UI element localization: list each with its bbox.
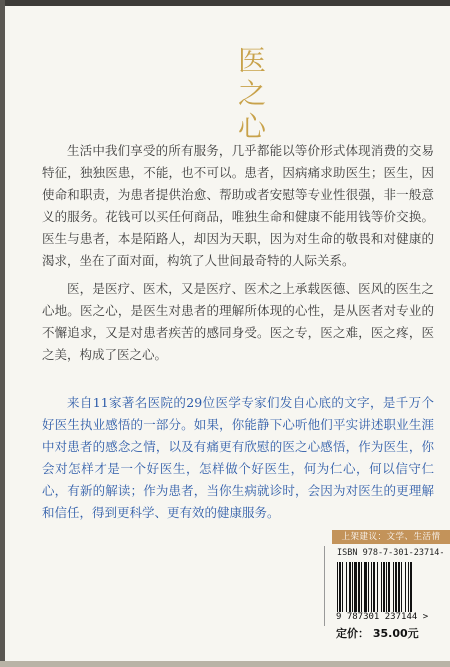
body-paragraph: 医，是医疗、医术，又是医疗、医术之上承载医德、医风的医生之心地。医之心，是医生对患者的理解所体现的心性，是从医者对专业的不懈追求，又是对患者疾苦的感同身受。医之专，医之难，医之疼，医之美，构成了医之心。 [42,281,434,362]
body-text [42,140,434,372]
blurb-paragraph: 来自11家著名医院的29位医学专家们发自心底的文字，是千万个好医生执业感悟的一部分。如果，你能静下心听他们平实讲述职业生涯中对患者的感念之情，以及有痛更有欣慰的医之心感悟，作为医生，你会对怎样才是一个好医生，怎样做个好医生，何为仁心，何以信守仁心，有新的解读；作为患者，当你生病就诊时，会因为对医生的更理解和信任，得到更科学、更有效的健康服务。 [42,395,434,520]
shelf-suggestion-badge: 上架建议：文学、生活情 [332,530,450,544]
book-top-edge [0,0,450,6]
body-paragraph: 生活中我们享受的所有服务，几乎都能以等价形式体现消费的交易特征，独独医患，不能，也不可以。患者，因病痛求助医生；医生，因使命和职责，为患者提供治愈、帮助或者安慰等专业性很强，非一般意义的服务。花钱可以买任何商品，唯独生命和健康不能用钱等价交换。医生与患者，本是陌路人，却因为天职，因为对生命的敬畏和对健康的渴求，坐在了面对面，构筑了人世间最奇特的人际关系。 [42,143,434,268]
blurb-text [42,392,434,530]
book-spine-edge [0,0,5,667]
page-title [232,44,272,143]
price-label: 定价： 35.00元 [336,627,419,640]
book-bottom-edge [0,661,450,667]
barcode-image [336,562,440,612]
barcode-digits: 9 787301 237144 > [336,612,429,622]
isbn-text: ISBN 978-7-301-23714- [337,548,445,558]
title-char: 之 [237,77,266,110]
title-char: 医 [237,44,266,77]
title-char: 心 [237,110,266,143]
